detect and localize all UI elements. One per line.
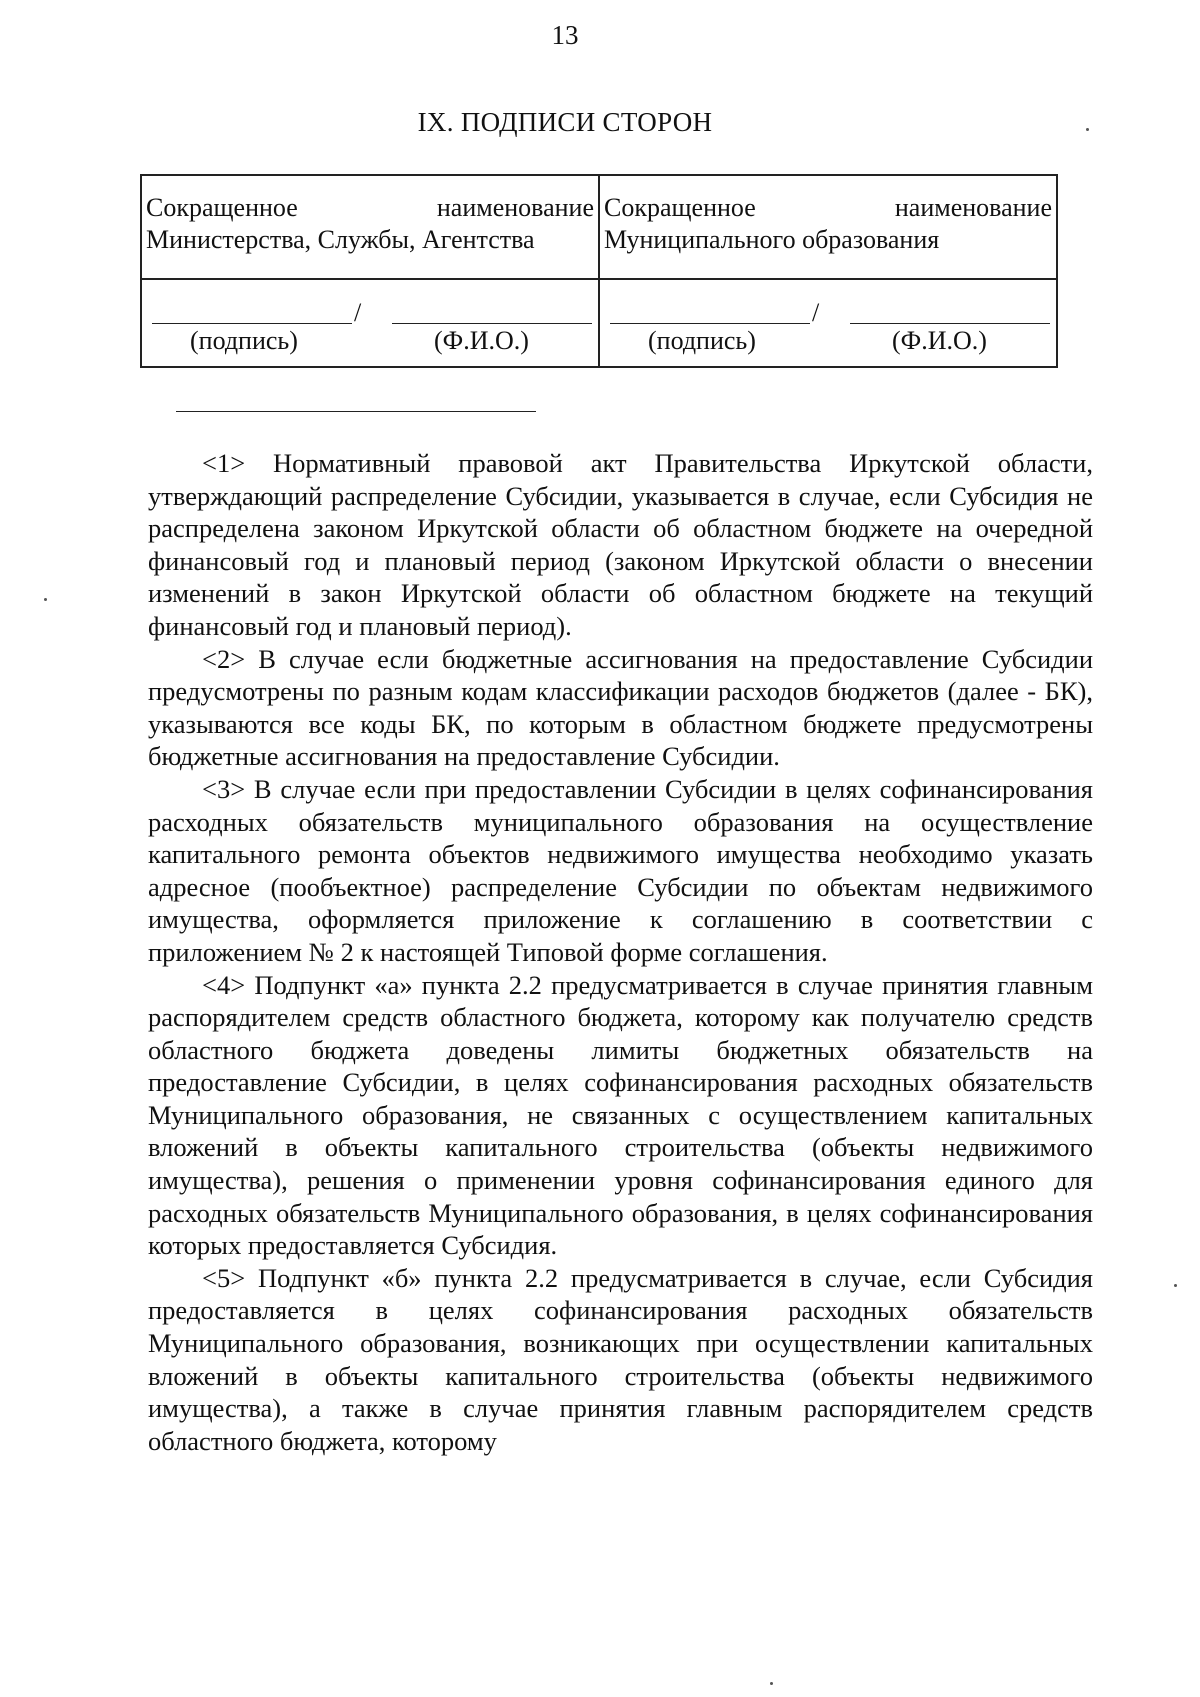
footnote-2: <2> В случае если бюджетные ассигнования на предоставление Субсидии предусмотрены по разным кодам классификации расходов бюджетов (далее - БК), указываются все коды БК, по которым в областном бюджете предусмотрены бюджетные ассигнования на предоставление Субсидии. (148, 643, 1093, 772)
scan-speck (770, 1682, 773, 1685)
left-signature-slash: / (354, 298, 362, 327)
right-signature-slash: / (812, 298, 820, 327)
scan-speck (1086, 128, 1089, 131)
left-party-name-word1: Сокращенное (146, 193, 298, 222)
right-party-name-word2: наименование (894, 193, 1052, 222)
footnotes (148, 447, 1093, 1457)
right-signature-caption: (подпись) (648, 326, 756, 355)
section-title: IX. ПОДПИСИ СТОРОН (417, 107, 713, 137)
right-fio-caption: (Ф.И.О.) (892, 326, 987, 355)
signature-lines-row (141, 279, 1057, 367)
left-party-name-cell (141, 175, 599, 279)
scan-speck (1174, 1284, 1177, 1287)
left-party-name-word2: наименование (436, 193, 594, 222)
right-party-name-cell (599, 175, 1057, 279)
footnote-separator (176, 411, 536, 412)
footnote-5: <5> Подпункт «б» пункта 2.2 предусматривается в случае, если Субсидия предоставляется в целях софинансирования расходных обязательств Муниципального образования, возникающих при осуществлении капитальных вложений в объекты капитального строительства (объекты недвижимого имущества), а также в случае принятия главным распорядителем средств областного бюджета, которому (148, 1262, 1093, 1456)
right-fio-blank (850, 323, 1050, 324)
footnote-3: <3> В случае если при предоставлении Субсидии в целях софинансирования расходных обязательств муниципального образования на осуществление капитального ремонта объектов недвижимого имущества необходимо указать адресное (пообъектное) распределение Субсидии по объектам недвижимого имущества, оформляется приложение к соглашению в соответствии с приложением № 2 к настоящей Типовой форме соглашения. (148, 773, 1093, 967)
left-fio-blank (392, 323, 592, 324)
right-party-name-word1: Сокращенное (604, 193, 756, 222)
right-party-name-line2: Муниципального образования (604, 225, 940, 254)
scan-speck (44, 598, 47, 601)
left-signature-caption: (подпись) (190, 326, 298, 355)
left-signature-lines (152, 294, 588, 327)
page-number: 13 (551, 20, 579, 50)
footnote-1: <1> Нормативный правовой акт Правительства Иркутской области, утверждающий распределение Субсидии, указывается в случае, если Субсидия не распределена законом Иркутской области об областном бюджете на очередной финансовый год и плановый период (законом Иркутской области о внесении изменений в закон Иркутской области об областном бюджете на текущий финансовый год и плановый период). (148, 448, 1093, 641)
left-signature-cell (141, 279, 599, 367)
right-signature-blank (610, 323, 810, 324)
party-names-row (141, 175, 1057, 279)
footnote-4: <4> Подпункт «а» пункта 2.2 предусматривается в случае принятия главным распорядителем средств областного бюджета, которому как получателю средств областного бюджета доведены лимиты бюджетных обязательств на предоставление Субсидии, в целях софинансирования расходных обязательств Муниципального образования, не связанных с осуществлением капитальных вложений в объекты капитального строительства (объекты недвижимого имущества), решения о применении уровня софинансирования единого для расходных обязательств Муниципального образования, в целях софинансирования которых предоставляется Субсидия. (148, 969, 1093, 1261)
left-party-name-line2: Министерства, Службы, Агентства (146, 225, 535, 254)
right-signature-lines (610, 294, 1046, 327)
left-party-name-line1 (146, 192, 594, 224)
signatures-table (140, 174, 1058, 368)
right-signature-cell (599, 279, 1057, 367)
left-fio-caption: (Ф.И.О.) (434, 326, 529, 355)
left-signature-blank (152, 323, 352, 324)
right-party-name-line1 (604, 192, 1052, 224)
